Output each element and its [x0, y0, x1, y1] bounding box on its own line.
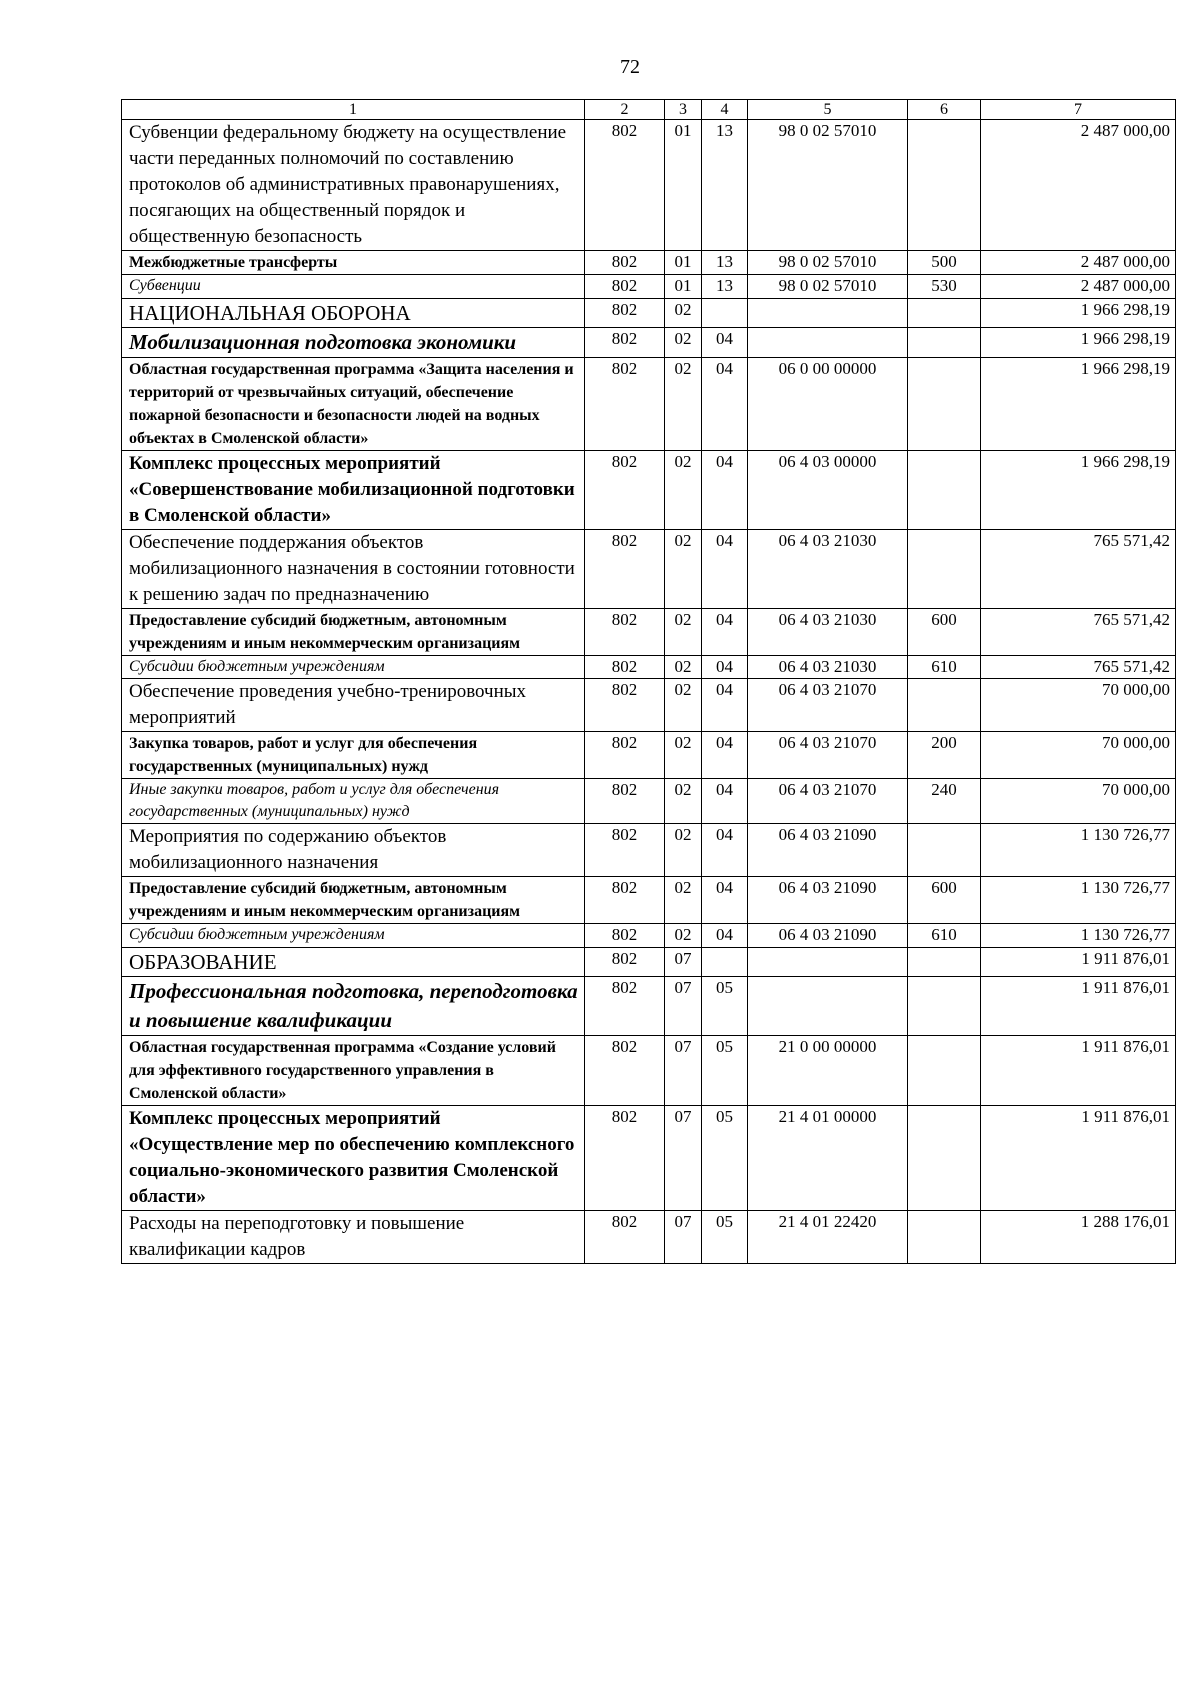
table-row [122, 1210, 1176, 1263]
section-code: 02 [665, 732, 702, 779]
section-code: 02 [665, 529, 702, 608]
subsection-code [702, 947, 748, 976]
subsection-code: 04 [702, 924, 748, 948]
expense-type-code: 500 [908, 251, 981, 275]
expense-type-code [908, 529, 981, 608]
target-article-code [748, 947, 908, 976]
amount: 1 966 298,19 [981, 357, 1176, 450]
table-row [122, 824, 1176, 877]
expense-type-code [908, 679, 981, 732]
amount: 2 487 000,00 [981, 251, 1176, 275]
section-code: 02 [665, 608, 702, 655]
target-article-code: 06 4 03 21030 [748, 529, 908, 608]
subsection-code: 04 [702, 357, 748, 450]
expense-type-code [908, 327, 981, 357]
table-row [122, 251, 1176, 275]
table-row [122, 679, 1176, 732]
ministry-code: 802 [585, 824, 665, 877]
ministry-code: 802 [585, 779, 665, 824]
amount: 1 966 298,19 [981, 327, 1176, 357]
ministry-code: 802 [585, 608, 665, 655]
budget-item-name: Мобилизационная подготовка экономики [122, 327, 585, 357]
amount: 1 130 726,77 [981, 877, 1176, 924]
amount: 765 571,42 [981, 608, 1176, 655]
budget-item-name: НАЦИОНАЛЬНАЯ ОБОРОНА [122, 298, 585, 327]
budget-item-name: Закупка товаров, работ и услуг для обеспечения государственных (муниципальных) нужд [122, 732, 585, 779]
section-code: 07 [665, 1210, 702, 1263]
target-article-code: 06 4 03 21090 [748, 877, 908, 924]
budget-item-name: Субсидии бюджетным учреждениям [122, 924, 585, 948]
table-row [122, 655, 1176, 679]
ministry-code: 802 [585, 357, 665, 450]
section-code: 01 [665, 251, 702, 275]
ministry-code: 802 [585, 1105, 665, 1210]
header-cell: 2 [585, 100, 665, 120]
table-row [122, 1035, 1176, 1105]
ministry-code: 802 [585, 655, 665, 679]
header-cell: 5 [748, 100, 908, 120]
amount: 1 130 726,77 [981, 824, 1176, 877]
subsection-code: 04 [702, 824, 748, 877]
expense-type-code [908, 1210, 981, 1263]
subsection-code: 05 [702, 1035, 748, 1105]
subsection-code: 04 [702, 679, 748, 732]
expense-type-code [908, 1035, 981, 1105]
budget-table [121, 99, 1176, 1264]
ministry-code: 802 [585, 120, 665, 251]
table-row [122, 924, 1176, 948]
target-article-code: 06 4 03 21030 [748, 608, 908, 655]
target-article-code: 98 0 02 57010 [748, 120, 908, 251]
header-row [122, 100, 1176, 120]
expense-type-code [908, 824, 981, 877]
target-article-code: 06 4 03 21070 [748, 679, 908, 732]
budget-item-name: ОБРАЗОВАНИЕ [122, 947, 585, 976]
budget-item-name: Обеспечение проведения учебно-тренировочных мероприятий [122, 679, 585, 732]
amount: 70 000,00 [981, 779, 1176, 824]
target-article-code [748, 327, 908, 357]
target-article-code: 98 0 02 57010 [748, 251, 908, 275]
amount: 1 911 876,01 [981, 976, 1176, 1035]
subsection-code: 04 [702, 732, 748, 779]
budget-item-name: Межбюджетные трансферты [122, 251, 585, 275]
header-cell: 1 [122, 100, 585, 120]
ministry-code: 802 [585, 327, 665, 357]
budget-item-name: Субвенции федеральному бюджету на осуществление части переданных полномочий по составлению протоколов об административных правонарушениях, посягающих на общественный порядок и общественную безопасность [122, 120, 585, 251]
budget-item-name: Областная государственная программа «Создание условий для эффективного государственного управления в Смоленской области» [122, 1035, 585, 1105]
budget-item-name: Областная государственная программа «Защита населения и территорий от чрезвычайных ситуаций, обеспечение пожарной безопасности и безопасности людей на водных объектах в Смоленской области» [122, 357, 585, 450]
expense-type-code [908, 450, 981, 529]
budget-item-name: Субвенции [122, 275, 585, 299]
target-article-code: 21 4 01 22420 [748, 1210, 908, 1263]
table-body [122, 100, 1176, 1264]
budget-item-name: Комплекс процессных мероприятий «Осуществление мер по обеспечению комплексного социально-экономического развития Смоленской области» [122, 1105, 585, 1210]
expense-type-code: 600 [908, 608, 981, 655]
subsection-code: 05 [702, 1210, 748, 1263]
subsection-code: 04 [702, 450, 748, 529]
budget-item-name: Профессиональная подготовка, переподготовка и повышение квалификации [122, 976, 585, 1035]
subsection-code: 04 [702, 608, 748, 655]
expense-type-code: 610 [908, 924, 981, 948]
section-code: 02 [665, 779, 702, 824]
subsection-code: 04 [702, 655, 748, 679]
target-article-code: 06 4 03 21090 [748, 924, 908, 948]
budget-item-name: Мероприятия по содержанию объектов мобилизационного назначения [122, 824, 585, 877]
amount: 1 911 876,01 [981, 947, 1176, 976]
page-number: 72 [620, 56, 640, 78]
section-code: 01 [665, 275, 702, 299]
target-article-code: 21 0 00 00000 [748, 1035, 908, 1105]
ministry-code: 802 [585, 529, 665, 608]
expense-type-code [908, 1105, 981, 1210]
expense-type-code [908, 357, 981, 450]
header-cell: 6 [908, 100, 981, 120]
expense-type-code: 530 [908, 275, 981, 299]
ministry-code: 802 [585, 732, 665, 779]
amount: 2 487 000,00 [981, 275, 1176, 299]
amount: 1 288 176,01 [981, 1210, 1176, 1263]
table-row [122, 779, 1176, 824]
section-code: 02 [665, 298, 702, 327]
table-row [122, 877, 1176, 924]
table-row [122, 608, 1176, 655]
subsection-code: 04 [702, 327, 748, 357]
amount: 1 130 726,77 [981, 924, 1176, 948]
section-code: 02 [665, 450, 702, 529]
table-row [122, 732, 1176, 779]
ministry-code: 802 [585, 877, 665, 924]
expense-type-code [908, 298, 981, 327]
section-code: 07 [665, 1035, 702, 1105]
budget-item-name: Предоставление субсидий бюджетным, автономным учреждениям и иным некоммерческим организациям [122, 877, 585, 924]
ministry-code: 802 [585, 924, 665, 948]
expense-type-code: 600 [908, 877, 981, 924]
expense-type-code: 200 [908, 732, 981, 779]
section-code: 01 [665, 120, 702, 251]
target-article-code [748, 298, 908, 327]
subsection-code: 04 [702, 779, 748, 824]
expense-type-code [908, 976, 981, 1035]
budget-item-name: Расходы на переподготовку и повышение квалификации кадров [122, 1210, 585, 1263]
amount: 765 571,42 [981, 655, 1176, 679]
budget-item-name: Иные закупки товаров, работ и услуг для обеспечения государственных (муниципальных) нужд [122, 779, 585, 824]
target-article-code: 06 4 03 21070 [748, 779, 908, 824]
ministry-code: 802 [585, 298, 665, 327]
table-row [122, 357, 1176, 450]
target-article-code: 06 4 03 21070 [748, 732, 908, 779]
target-article-code: 06 0 00 00000 [748, 357, 908, 450]
target-article-code: 98 0 02 57010 [748, 275, 908, 299]
amount: 2 487 000,00 [981, 120, 1176, 251]
section-code: 02 [665, 357, 702, 450]
header-cell: 7 [981, 100, 1176, 120]
amount: 70 000,00 [981, 732, 1176, 779]
header-cell: 3 [665, 100, 702, 120]
table-row [122, 327, 1176, 357]
budget-item-name: Комплекс процессных мероприятий «Совершенствование мобилизационной подготовки в Смоленской области» [122, 450, 585, 529]
subsection-code [702, 298, 748, 327]
section-code: 07 [665, 976, 702, 1035]
ministry-code: 802 [585, 1035, 665, 1105]
section-code: 02 [665, 924, 702, 948]
section-code: 02 [665, 327, 702, 357]
amount: 1 966 298,19 [981, 298, 1176, 327]
expense-type-code [908, 947, 981, 976]
expense-type-code: 240 [908, 779, 981, 824]
ministry-code: 802 [585, 1210, 665, 1263]
amount: 1 911 876,01 [981, 1035, 1176, 1105]
section-code: 07 [665, 947, 702, 976]
header-cell: 4 [702, 100, 748, 120]
section-code: 02 [665, 679, 702, 732]
amount: 1 966 298,19 [981, 450, 1176, 529]
target-article-code: 06 4 03 21090 [748, 824, 908, 877]
table-row [122, 976, 1176, 1035]
subsection-code: 04 [702, 529, 748, 608]
amount: 1 911 876,01 [981, 1105, 1176, 1210]
ministry-code: 802 [585, 976, 665, 1035]
ministry-code: 802 [585, 251, 665, 275]
subsection-code: 13 [702, 251, 748, 275]
budget-item-name: Обеспечение поддержания объектов мобилизационного назначения в состоянии готовности к решению задач по предназначению [122, 529, 585, 608]
table-row [122, 298, 1176, 327]
budget-item-name: Субсидии бюджетным учреждениям [122, 655, 585, 679]
table-row [122, 529, 1176, 608]
table-row [122, 450, 1176, 529]
subsection-code: 13 [702, 275, 748, 299]
table-row [122, 947, 1176, 976]
target-article-code: 06 4 03 00000 [748, 450, 908, 529]
target-article-code: 21 4 01 00000 [748, 1105, 908, 1210]
amount: 765 571,42 [981, 529, 1176, 608]
section-code: 02 [665, 824, 702, 877]
table-row [122, 120, 1176, 251]
subsection-code: 05 [702, 976, 748, 1035]
section-code: 07 [665, 1105, 702, 1210]
target-article-code: 06 4 03 21030 [748, 655, 908, 679]
table-row [122, 1105, 1176, 1210]
subsection-code: 04 [702, 877, 748, 924]
subsection-code: 05 [702, 1105, 748, 1210]
expense-type-code: 610 [908, 655, 981, 679]
ministry-code: 802 [585, 679, 665, 732]
budget-item-name: Предоставление субсидий бюджетным, автономным учреждениям и иным некоммерческим организациям [122, 608, 585, 655]
expense-type-code [908, 120, 981, 251]
ministry-code: 802 [585, 947, 665, 976]
ministry-code: 802 [585, 275, 665, 299]
target-article-code [748, 976, 908, 1035]
table-row [122, 275, 1176, 299]
ministry-code: 802 [585, 450, 665, 529]
amount: 70 000,00 [981, 679, 1176, 732]
section-code: 02 [665, 877, 702, 924]
subsection-code: 13 [702, 120, 748, 251]
section-code: 02 [665, 655, 702, 679]
